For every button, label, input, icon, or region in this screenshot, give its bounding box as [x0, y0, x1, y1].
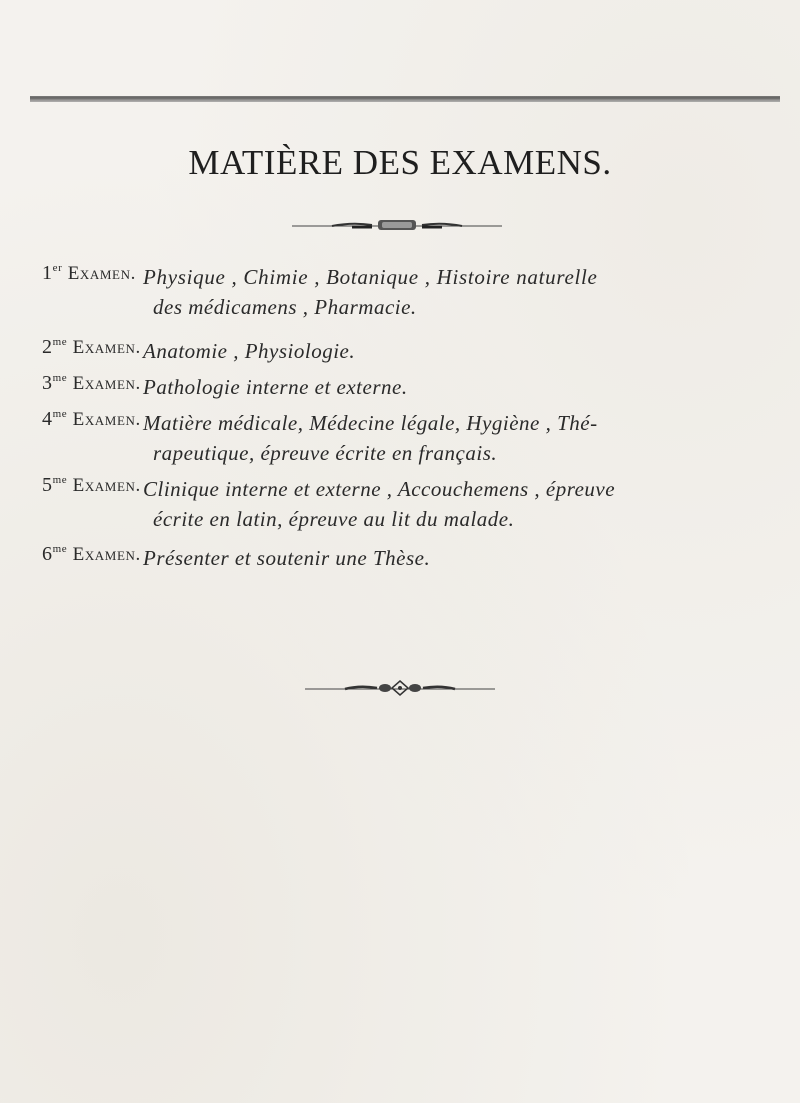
exam-subjects: Clinique interne et externe , Accouchemens , épreuve écrite en latin, épreuve au lit du malade. — [143, 477, 616, 531]
exam-entry-2 — [42, 336, 782, 372]
exam-subjects: Pathologie interne et externe. — [143, 375, 408, 399]
exam-entry-5 — [42, 474, 782, 543]
exam-entry-4 — [42, 408, 782, 474]
exam-subjects: Physique , Chimie , Botanique , Histoire naturelle des médicamens , Pharmacie. — [143, 265, 598, 319]
exam-entry-6 — [42, 543, 782, 577]
exam-label: $2^{me}$ Examen. — [42, 336, 141, 358]
exam-list — [42, 262, 782, 577]
exam-subjects: Matière médicale, Médecine légale, Hygiène , Thé- rapeutique, épreuve écrite en français. — [143, 411, 598, 465]
ornament-divider-top — [292, 218, 502, 232]
exam-subjects: Anatomie , Physiologie. — [143, 339, 356, 363]
ornament-divider-bottom — [305, 680, 495, 696]
exam-subjects: Présenter et soutenir une Thèse. — [143, 546, 431, 570]
exam-entry-1 — [42, 262, 782, 336]
exam-entry-3 — [42, 372, 782, 408]
top-rule — [30, 96, 780, 102]
exam-label: 1er Examen. — [42, 262, 136, 284]
exam-label: $4^{me}$ Examen. — [42, 408, 141, 430]
page-title: MATIÈRE DES EXAMENS. — [188, 143, 612, 182]
exam-label: $3^{me}$ Examen. — [42, 372, 141, 394]
exam-label: $6^{me}$ Examen. — [42, 543, 141, 565]
exam-label: $5^{me}$ Examen. — [42, 474, 141, 496]
